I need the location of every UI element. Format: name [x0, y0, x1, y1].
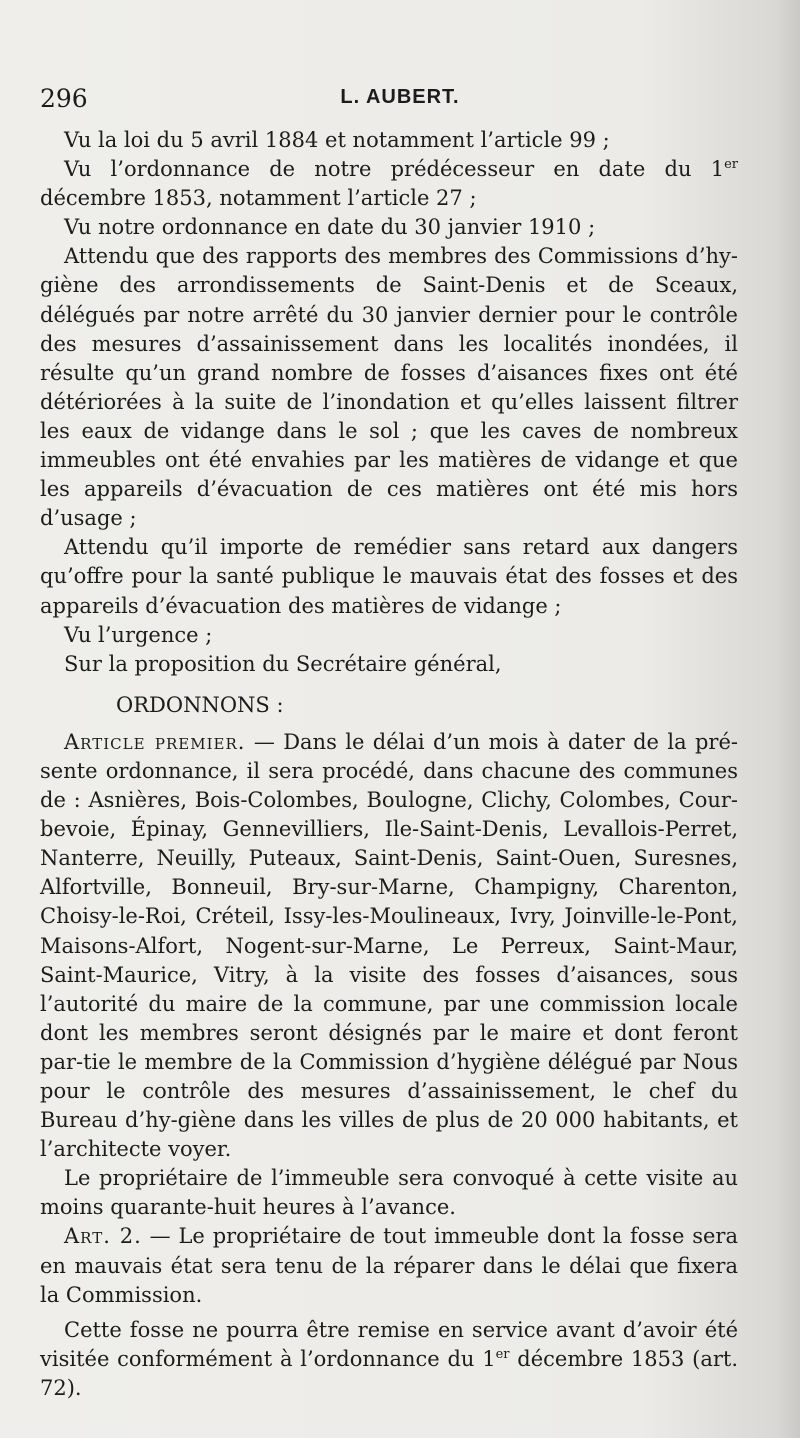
- paragraph-loi: Vu la loi du 5 avril 1884 et notamment l’article 99 ;: [64, 128, 610, 152]
- article-2-text: — Le propriétaire de tout immeuble dont la fosse sera en mauvais état sera tenu de la réparer dans le délai que fixera la Commission.: [40, 1224, 738, 1307]
- superscript: er: [495, 1346, 510, 1362]
- paragraph-ordonnance-1853: [40, 155, 738, 213]
- page-body: [40, 126, 738, 1403]
- text-segment: décembre 1853, notamment l’article 27 ;: [40, 186, 477, 211]
- superscript: er: [724, 157, 738, 173]
- text-segment: Cette fosse ne pourra être remise en service avant d’avoir été visitée conformément à l’ordonnance du 1: [40, 1317, 738, 1371]
- article-1-label: Article premier.: [64, 729, 246, 754]
- article-2-label: Art. 2.: [64, 1224, 142, 1249]
- article-1: [40, 728, 738, 1164]
- paragraph-attendu-1: Attendu que des rapports des membres des Commissions d’hy-giène des arrondissements de Saint-Denis et de Sceaux, délégués par notre arrêté du 30 janvier dernier pour le contrôle des mesures d’assainissement dans les localités inondées, il résulte qu’un grand nombre de fosses d’aisances fixes ont été détériorées à la suite de l’inondation et qu’elles laissent filtrer les eaux de vidange dans le sol ; que les caves de nombreux immeubles ont été envahies par les matières de vidange et que les appareils d’évacuation de ces matières ont été mis hors d’usage ;: [40, 244, 738, 531]
- article-1-text: — Dans le délai d’un mois à dater de la pré-sente ordonnance, il sera procédé, dans chacune des communes de : Asnières, Bois-Colombes, Boulogne, Clichy, Colombes, Cour-bevoie, Épinay, Gennevilliers, Ile-Saint-Denis, Levallois-Perret, Nanterre, Neuilly, Puteaux, Saint-Denis, Saint-Ouen, Suresnes, Alfortville, Bonneuil, Bry-sur-Marne, Champigny, Charenton, Choisy-le-Roi, Créteil, Issy-les-Moulineaux, Ivry, Joinville-le-Pont, Maisons-Alfort, Nogent-sur-Marne, Le Perreux, Saint-Maur, Saint-Maurice, Vitry, à la visite des fosses d’aisances, sous l’autorité du maire de la commune, par une commission locale dont les membres seront désignés par le maire et dont feront par-tie le membre de la Commission d’hygiène délégué par Nous pour le contrôle des mesures d’assainissement, le chef du Bureau d’hy-giène dans les villes de plus de 20 000 habitants, et l’architecte voyer.: [40, 729, 738, 1162]
- text-segment: décembre 1853 (art. 72).: [40, 1346, 738, 1400]
- paragraph-ordonnance-1910: Vu notre ordonnance en date du 30 janvier 1910 ;: [64, 215, 596, 240]
- paragraph-proprietaire: Le propriétaire de l’immeuble sera convoqué à cette visite au moins quarante-huit heures à l’avance.: [40, 1166, 738, 1220]
- text-segment: Vu l’ordonnance de notre prédécesseur en date du 1: [64, 157, 725, 182]
- page-number: 296: [40, 84, 88, 113]
- page-header: [40, 84, 760, 118]
- paragraph-proposition: Sur la proposition du Secrétaire général,: [64, 651, 502, 676]
- paragraph-remise-en-service: [40, 1316, 738, 1403]
- paragraph-urgence: Vu l’urgence ;: [64, 622, 213, 647]
- running-head: L. AUBERT.: [340, 86, 460, 108]
- article-2: [40, 1222, 738, 1309]
- ordonnons-heading: ORDONNONS :: [116, 692, 284, 717]
- paragraph-attendu-2: Attendu qu’il importe de remédier sans retard aux dangers qu’offre pour la santé publique le mauvais état des fosses et des appareils d’évacuation des matières de vidange ;: [40, 535, 738, 618]
